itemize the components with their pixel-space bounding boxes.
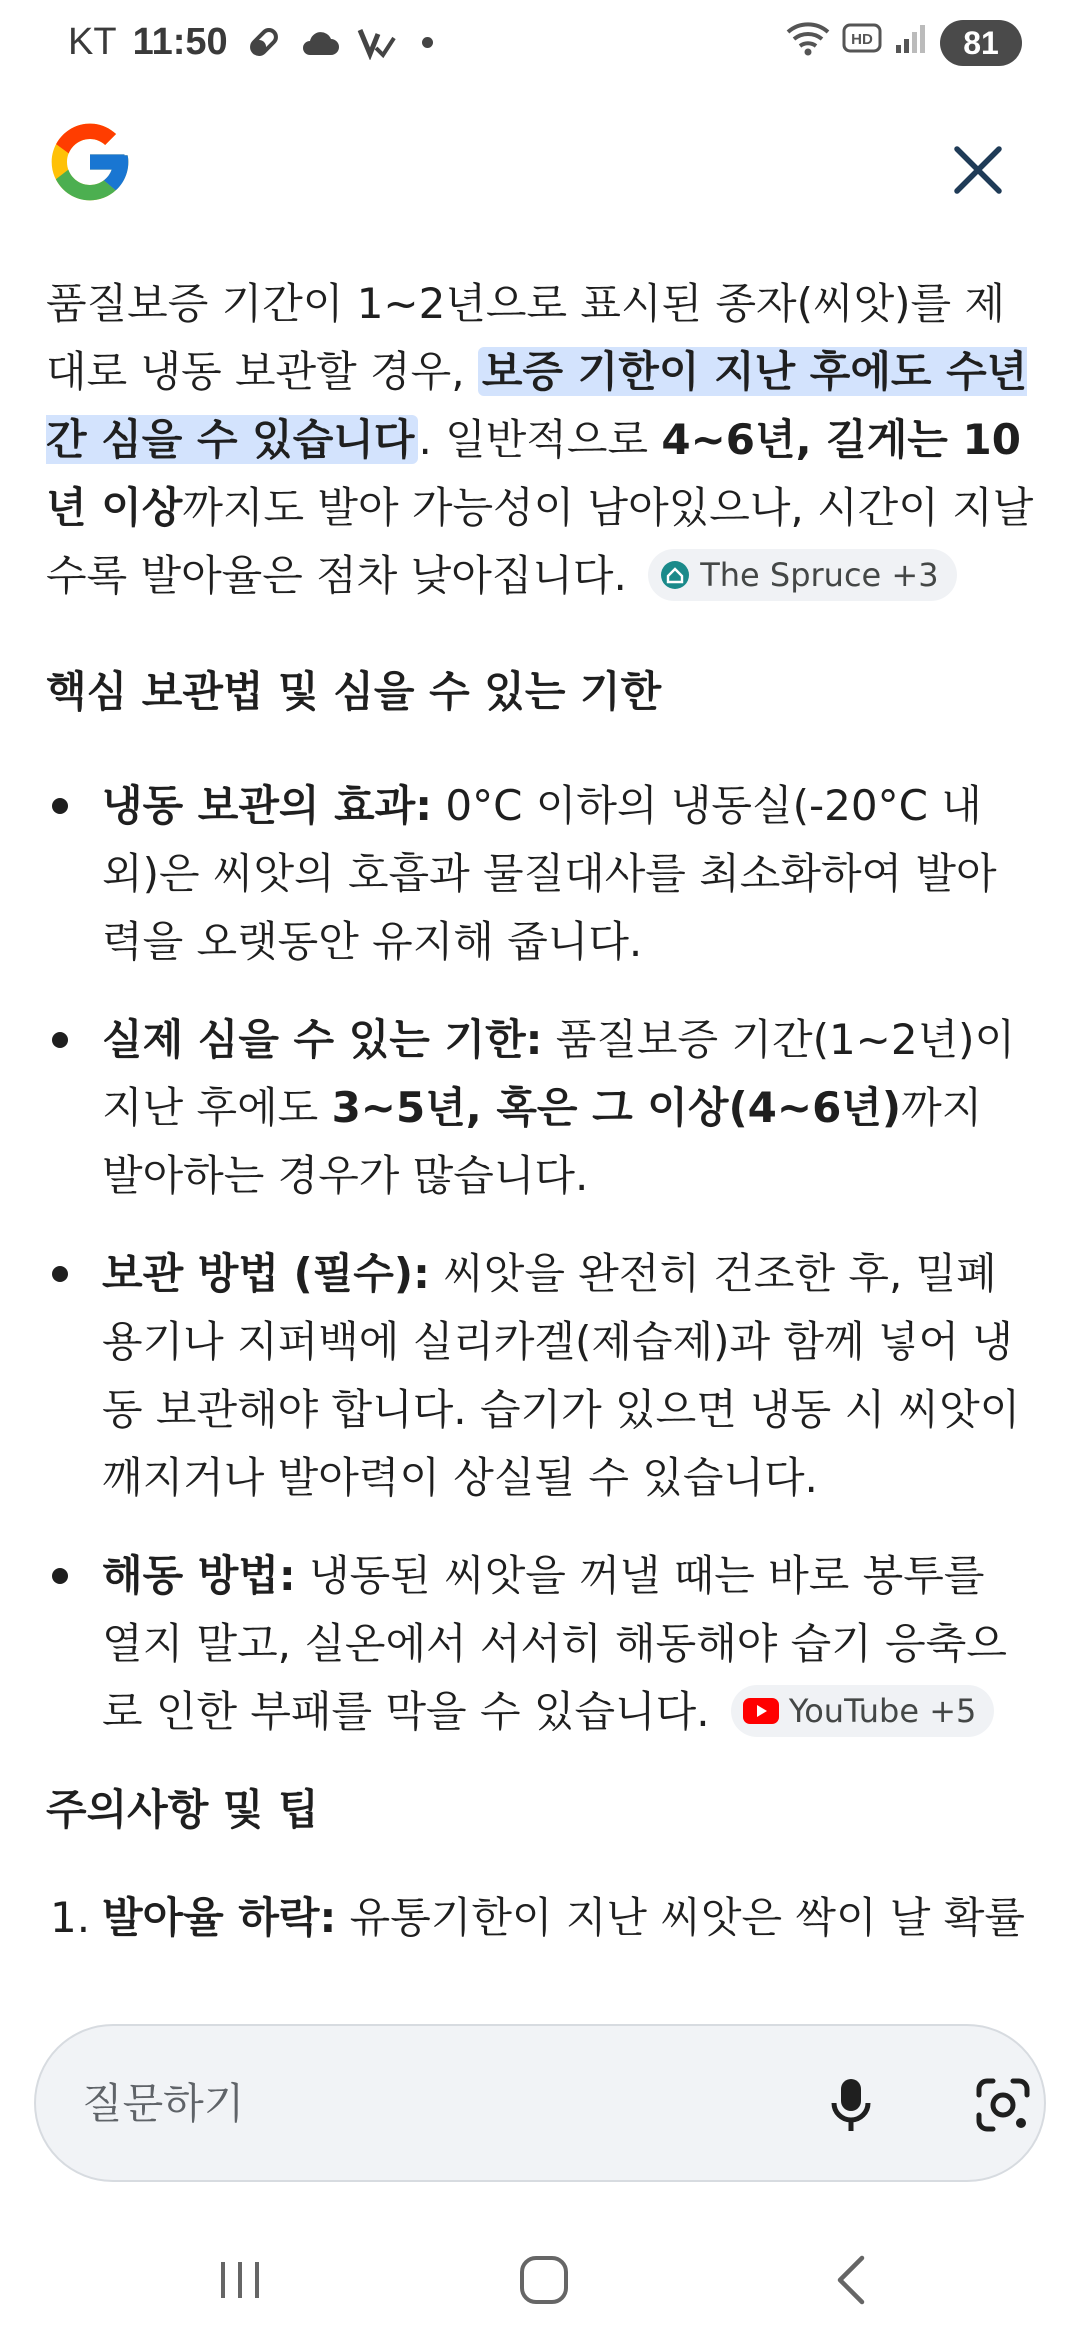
bullet-title: 냉동 보관의 효과: bbox=[102, 781, 433, 830]
close-icon bbox=[951, 143, 1005, 197]
lens-button[interactable] bbox=[958, 2060, 1048, 2150]
source-chip-label: The Spruce +3 bbox=[700, 555, 939, 594]
tips-numbered-list bbox=[46, 1884, 1036, 1952]
list-item bbox=[46, 1240, 1036, 1512]
bullet-text: 씨앗을 완전히 건조한 후, 밀폐 용기나 지퍼백에 실리카겔(제습제)과 함께 넣어 냉동 보관해야 합니다. 습기가 있으면 냉동 시 씨앗이 깨지거나 발아력이 상실될 수 있습니다. bbox=[102, 1249, 1021, 1502]
tip-title: 발아율 하락: bbox=[102, 1893, 337, 1942]
section-heading-tips: 주의사항 및 팁 bbox=[46, 1785, 319, 1834]
carrier-label: KT bbox=[68, 20, 117, 63]
status-right bbox=[786, 18, 1022, 68]
svg-text:HD: HD bbox=[851, 31, 873, 48]
question-input[interactable] bbox=[80, 2078, 784, 2129]
google-g-logo bbox=[44, 116, 136, 208]
voice-search-button[interactable] bbox=[806, 2060, 896, 2150]
intro-text-2: . 일반적으로 bbox=[418, 415, 662, 464]
content-fade bbox=[0, 1950, 1080, 2010]
status-bar bbox=[0, 0, 1080, 84]
mic-icon bbox=[831, 2077, 871, 2133]
system-nav-bar bbox=[0, 2220, 1080, 2340]
back-icon bbox=[830, 2254, 870, 2306]
youtube-icon bbox=[743, 1698, 779, 1724]
intro-text-1: 품질보증 기간이 1~2년으로 표시된 종자(씨앗)를 제대로 냉동 보관할 경우, bbox=[46, 279, 1006, 396]
dot-icon bbox=[422, 37, 433, 48]
source-chip-label: YouTube +5 bbox=[788, 1691, 977, 1730]
cloud-icon bbox=[300, 22, 340, 62]
ai-answer-content bbox=[46, 270, 1036, 1952]
clock: 11:50 bbox=[132, 20, 228, 63]
bullet-title: 실제 심을 수 있는 기한: bbox=[102, 1015, 543, 1064]
section-heading-storage: 핵심 보관법 및 심을 수 있는 기한 bbox=[46, 667, 662, 716]
source-chip-spruce[interactable] bbox=[648, 549, 956, 601]
spruce-icon bbox=[660, 560, 690, 590]
storage-bullet-list bbox=[46, 772, 1036, 1746]
close-button[interactable] bbox=[938, 130, 1018, 210]
list-item bbox=[46, 772, 1036, 976]
intro-bold-range: 4~6년, 길게는 10년 이상 bbox=[46, 415, 1021, 532]
bullet-title: 보관 방법 (필수): bbox=[102, 1249, 430, 1298]
recents-button[interactable] bbox=[190, 2240, 290, 2320]
tip-text: 유통기한이 지난 씨앗은 싹이 날 확률 bbox=[336, 1893, 1025, 1942]
bullet-text: 품질보증 기간(1~2년)이 지난 후에도 bbox=[102, 1015, 1016, 1132]
list-number: 1. bbox=[50, 1893, 91, 1942]
home-button[interactable] bbox=[494, 2240, 594, 2320]
list-item bbox=[46, 1884, 1036, 1952]
home-icon bbox=[518, 2254, 570, 2306]
signal-icon bbox=[894, 21, 928, 65]
bullet-text: 냉동된 씨앗을 꺼낼 때는 바로 봉투를 열지 말고, 실온에서 서서히 해동해야 습기 응축으로 인한 부패를 막을 수 있습니다. bbox=[102, 1551, 1007, 1736]
back-button[interactable] bbox=[800, 2240, 900, 2320]
recents-icon bbox=[215, 2258, 265, 2302]
status-left bbox=[68, 21, 433, 64]
battery-indicator: 81 bbox=[940, 20, 1022, 66]
bullet-text: 0°C 이하의 냉동실(-20°C 내외)은 씨앗의 호흡과 물질대사를 최소화하여 발아력을 오랫동안 유지해 줍니다. bbox=[102, 781, 997, 966]
source-chip-youtube[interactable] bbox=[731, 1685, 994, 1737]
pill-icon bbox=[244, 22, 284, 62]
highlighted-answer: 보증 기한이 지난 후에도 수년간 심을 수 있습니다 bbox=[46, 347, 1028, 464]
intro-paragraph bbox=[46, 270, 1036, 610]
bullet-text: 까지 발아하는 경우가 많습니다. bbox=[102, 1083, 983, 1200]
vpn-check-icon bbox=[356, 22, 396, 62]
list-item bbox=[46, 1542, 1036, 1746]
bullet-title: 해동 방법: bbox=[102, 1551, 296, 1600]
google-lens-icon bbox=[975, 2077, 1031, 2133]
bullet-bold: 3~5년, 혹은 그 이상(4~6년) bbox=[331, 1083, 902, 1132]
list-item bbox=[46, 1006, 1036, 1210]
hd-icon bbox=[842, 21, 882, 65]
wifi-icon bbox=[786, 18, 830, 68]
intro-text-3: 까지도 발아 가능성이 남아있으나, 시간이 지날수록 발아율은 점차 낮아집니다. bbox=[46, 483, 1034, 600]
ask-bar[interactable] bbox=[34, 2024, 1046, 2182]
